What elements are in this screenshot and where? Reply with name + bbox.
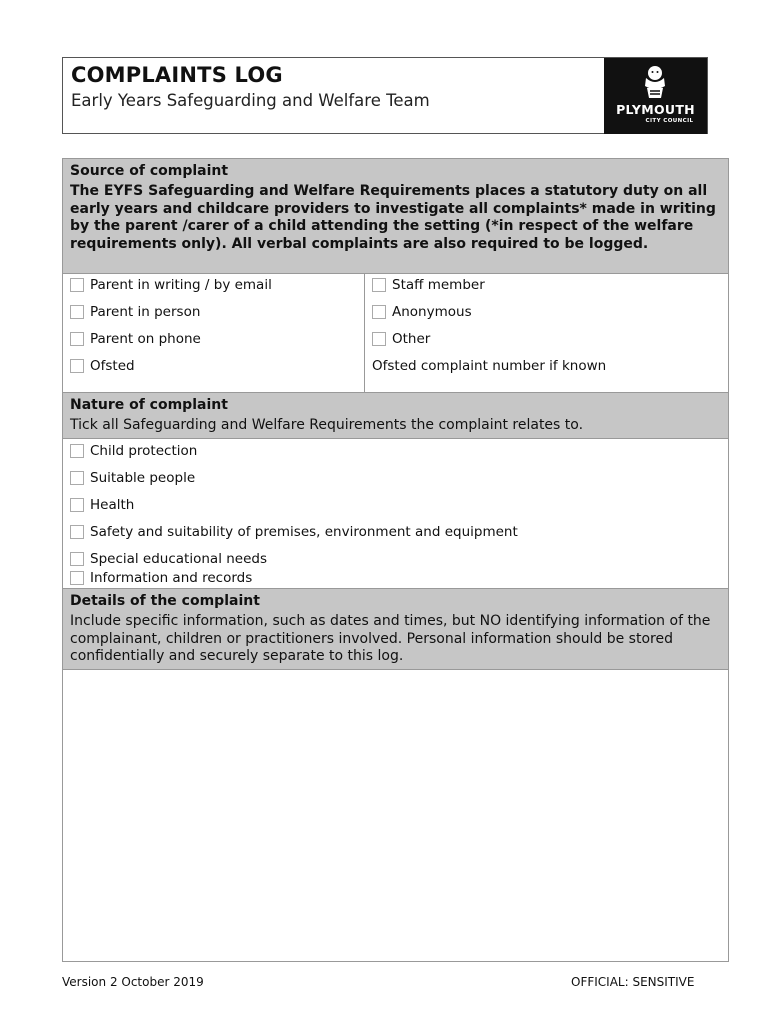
details-section-header <box>63 589 728 670</box>
option-label: Parent in writing / by email <box>90 277 272 293</box>
checkbox[interactable] <box>70 571 84 585</box>
checkbox[interactable] <box>372 278 386 292</box>
option-anonymous[interactable] <box>372 304 472 320</box>
source-section-header <box>63 159 728 274</box>
details-textarea[interactable] <box>63 670 728 961</box>
option-staff-member[interactable] <box>372 277 485 293</box>
option-label: Information and records <box>90 570 253 586</box>
option-parent-person[interactable] <box>70 304 200 320</box>
document-title: COMPLAINTS LOG <box>71 63 283 87</box>
logo-wordmark: PLYMOUTH <box>616 102 695 117</box>
source-section-description: The EYFS Safeguarding and Welfare Requirements places a statutory duty on all early years and childcare providers to investigate all complaints* made in writing by the parent /carer of a child attending the setting (*in respect of the welfare requirements only). All verbal complaints are also required to be logged. <box>70 183 716 252</box>
ofsted-number-field[interactable] <box>372 358 606 374</box>
nature-section-instruction: Tick all Safeguarding and Welfare Requirements the complaint relates to. <box>70 417 584 433</box>
nature-section-title: Nature of complaint <box>70 397 228 413</box>
footer-version: Version 2 October 2019 <box>62 975 204 989</box>
option-ofsted[interactable] <box>70 358 135 374</box>
checkbox[interactable] <box>70 305 84 319</box>
option-parent-writing[interactable] <box>70 277 272 293</box>
checkbox[interactable] <box>70 444 84 458</box>
option-label: Suitable people <box>90 470 196 486</box>
option-label: Ofsted <box>90 358 135 374</box>
checkbox[interactable] <box>70 359 84 373</box>
complaint-form <box>62 158 729 962</box>
option-label: Safety and suitability of premises, environment and equipment <box>90 524 518 540</box>
option-label: Staff member <box>392 277 485 293</box>
lion-crest-icon <box>638 64 672 100</box>
nature-section-header <box>63 393 728 439</box>
option-parent-phone[interactable] <box>70 331 201 347</box>
document-header <box>62 57 708 134</box>
ofsted-number-label: Ofsted complaint number if known <box>372 358 607 374</box>
checkbox[interactable] <box>70 525 84 539</box>
details-section-instruction: Include specific information, such as dates and times, but NO identifying information of the complainant, children or practitioners involved. Personal information should be stored confidentially and securely separate to this log. <box>70 613 711 664</box>
option-safety-premises[interactable] <box>70 524 518 540</box>
option-label: Parent on phone <box>90 331 201 347</box>
checkbox[interactable] <box>70 278 84 292</box>
option-label: Parent in person <box>90 304 201 320</box>
checkbox[interactable] <box>70 552 84 566</box>
option-label: Other <box>392 331 431 347</box>
checkbox[interactable] <box>70 332 84 346</box>
option-child-protection[interactable] <box>70 443 197 459</box>
option-suitable-people[interactable] <box>70 470 195 486</box>
option-other[interactable] <box>372 331 430 347</box>
column-divider <box>364 274 365 392</box>
council-logo <box>604 58 707 134</box>
source-section-title: Source of complaint <box>70 163 229 179</box>
checkbox[interactable] <box>372 332 386 346</box>
option-health[interactable] <box>70 497 134 513</box>
logo-subtitle: CITY COUNCIL <box>645 118 694 124</box>
details-section-title: Details of the complaint <box>70 593 260 609</box>
option-label: Child protection <box>90 443 198 459</box>
checkbox[interactable] <box>70 498 84 512</box>
option-information-records[interactable] <box>70 570 252 586</box>
footer-classification: OFFICIAL: SENSITIVE <box>571 975 695 989</box>
checkbox[interactable] <box>372 305 386 319</box>
option-label: Special educational needs <box>90 551 268 567</box>
option-label: Health <box>90 497 135 513</box>
option-special-educational-needs[interactable] <box>70 551 267 567</box>
document-subtitle: Early Years Safeguarding and Welfare Team <box>71 91 430 110</box>
option-label: Anonymous <box>392 304 472 320</box>
checkbox[interactable] <box>70 471 84 485</box>
